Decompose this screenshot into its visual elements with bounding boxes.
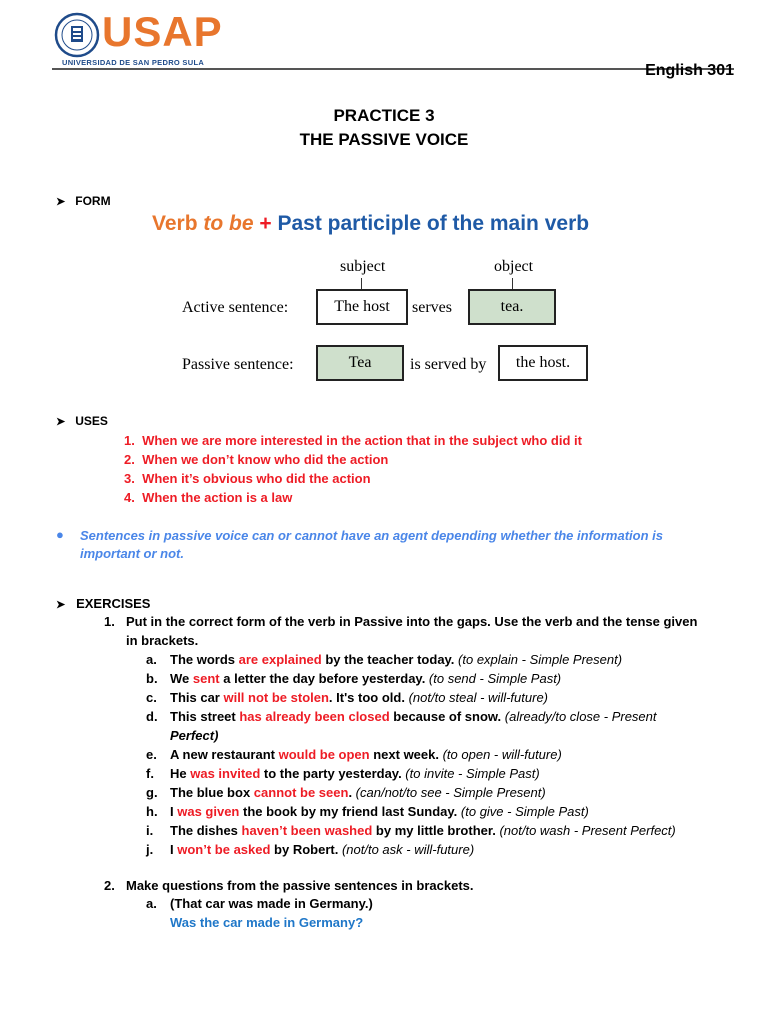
list-item-number: 4.	[124, 490, 135, 505]
item-text: to the party yesterday.	[260, 766, 402, 781]
list-item	[146, 670, 676, 688]
note-line-2: important or not.	[80, 546, 184, 561]
item-letter: f.	[146, 766, 154, 781]
item-letter: h.	[146, 804, 158, 819]
exercise-1-line-1: Put in the correct form of the verb in Passive into the gaps. Use the verb and the tense given	[126, 614, 698, 629]
formula-to-be: to be	[203, 212, 254, 235]
passive-formula	[152, 212, 589, 236]
item-text: by Robert.	[270, 842, 339, 857]
item-answer: has already been closed	[239, 709, 390, 724]
item-text: The words	[170, 652, 239, 667]
list-item	[146, 803, 676, 821]
list-item	[124, 432, 582, 450]
passive-sentence-label: Passive sentence:	[182, 356, 294, 373]
active-sentence-label: Active sentence:	[182, 299, 289, 316]
item-answer: was given	[177, 804, 240, 819]
list-item	[146, 765, 676, 783]
arrow-bullet-icon: ➤	[56, 416, 66, 428]
page-subtitle: THE PASSIVE VOICE	[299, 130, 469, 149]
formula-participle: Past participle of the main verb	[277, 212, 590, 235]
list-item-text: When the action is a law	[142, 490, 293, 505]
passive-subject-box: Tea	[316, 345, 404, 381]
uses-heading-label: USES	[75, 414, 108, 428]
item-text: . It's too old.	[328, 690, 405, 705]
header-rule	[52, 68, 734, 70]
item-answer: haven’t been washed	[241, 823, 373, 838]
exercise-1-line-2: in brackets.	[126, 633, 199, 648]
list-item	[146, 708, 676, 726]
item-text: the book by my friend last Sunday.	[239, 804, 458, 819]
formula-verb: Verb	[152, 212, 204, 235]
active-object-box: tea.	[468, 289, 556, 325]
exercise-2-item-answer: Was the car made in Germany?	[170, 915, 364, 930]
passive-agent-box: the host.	[498, 345, 588, 381]
item-letter: e.	[146, 747, 157, 762]
exercise-1-items	[146, 651, 676, 859]
list-item	[146, 689, 676, 707]
list-item-text: When it’s obvious who did the action	[142, 471, 371, 486]
form-heading-label: FORM	[75, 194, 111, 208]
item-text: He	[170, 766, 191, 781]
item-hint: (can/not/to see - Simple Present)	[352, 785, 546, 800]
object-label: object	[494, 258, 534, 275]
passive-verb: is served by	[410, 356, 487, 373]
exercise-2-item-letter: a.	[146, 896, 157, 911]
item-text: by the teacher today.	[321, 652, 455, 667]
item-letter: i.	[146, 823, 154, 838]
list-item	[124, 489, 582, 507]
item-text: because of snow.	[389, 709, 502, 724]
item-letter: b.	[146, 671, 158, 686]
item-text: next week.	[369, 747, 439, 762]
item-answer: sent	[192, 671, 220, 686]
voice-diagram	[176, 255, 596, 385]
item-text: We	[170, 671, 193, 686]
item-letter: j.	[146, 842, 154, 857]
item-text: This car	[170, 690, 224, 705]
item-answer: was invited	[190, 766, 261, 781]
list-item-number: 3.	[124, 471, 135, 486]
active-verb: serves	[412, 299, 452, 316]
item-text: A new restaurant	[170, 747, 279, 762]
item-text: a letter the day before yesterday.	[219, 671, 426, 686]
item-text: I	[170, 804, 178, 819]
logo-text: USAP	[102, 8, 223, 55]
item-hint: (to open - will-future)	[438, 747, 562, 762]
exercise-2-item-text: (That car was made in Germany.)	[170, 896, 373, 911]
exercise-2-instructions: Make questions from the passive sentences in brackets.	[126, 878, 474, 893]
form-heading	[56, 192, 111, 211]
university-logo	[52, 8, 223, 70]
formula-plus: +	[253, 212, 278, 235]
arrow-bullet-icon: ➤	[56, 196, 66, 208]
course-name: English 301	[645, 62, 734, 79]
item-answer: would be open	[278, 747, 370, 762]
uses-list	[124, 432, 582, 507]
exercises-heading	[56, 595, 150, 614]
item-letter: a.	[146, 652, 157, 667]
item-letter: c.	[146, 690, 157, 705]
list-item-text: When we don’t know who did the action	[142, 452, 389, 467]
exercise-1-number: 1.	[104, 614, 115, 629]
item-hint-continued: Perfect)	[170, 728, 219, 743]
active-subject-box: The host	[316, 289, 408, 325]
note-bullet: ●	[56, 527, 64, 542]
list-item-number: 2.	[124, 452, 135, 467]
item-answer: won’t be asked	[177, 842, 271, 857]
exercises-heading-label: EXERCISES	[76, 596, 151, 611]
uses-heading	[56, 412, 108, 431]
item-text: I	[170, 842, 178, 857]
item-hint: (not/to ask - will-future)	[338, 842, 475, 857]
item-hint: (to invite - Simple Past)	[401, 766, 540, 781]
list-item	[146, 746, 676, 764]
list-item	[124, 470, 582, 488]
arrow-bullet-icon: ➤	[56, 599, 66, 611]
item-text: This street	[170, 709, 240, 724]
exercise-1-instructions	[126, 613, 697, 650]
item-hint: (to give - Simple Past)	[457, 804, 589, 819]
item-hint: (to explain - Simple Present)	[454, 652, 623, 667]
list-item	[146, 651, 676, 669]
item-answer: are explained	[238, 652, 322, 667]
page-title: PRACTICE 3	[333, 106, 435, 125]
list-item	[146, 841, 676, 859]
item-hint: (already/to close - Present	[501, 709, 657, 724]
university-seal-icon	[54, 12, 100, 58]
list-item	[124, 451, 582, 469]
item-letter: g.	[146, 785, 158, 800]
subject-label: subject	[340, 258, 386, 275]
item-letter: d.	[146, 709, 158, 724]
item-answer: cannot be seen	[253, 785, 349, 800]
item-text: by my little brother.	[372, 823, 496, 838]
logo-subtitle: UNIVERSIDAD DE SAN PEDRO SULA	[62, 58, 205, 67]
list-item-number: 1.	[124, 433, 135, 448]
item-answer: will not be stolen	[223, 690, 329, 705]
item-hint: (not/to wash - Present Perfect)	[495, 823, 676, 838]
list-item	[146, 822, 676, 840]
item-hint: (to send - Simple Past)	[425, 671, 562, 686]
item-hint: (not/to steal - will-future)	[404, 690, 548, 705]
passive-note	[80, 527, 663, 563]
item-text: The dishes	[170, 823, 242, 838]
exercise-2-number: 2.	[104, 878, 115, 893]
note-line-1: Sentences in passive voice can or cannot have an agent depending whether the information is	[80, 528, 663, 543]
list-item-text: When we are more interested in the action that in the subject who did it	[142, 433, 582, 448]
item-text: The blue box	[170, 785, 254, 800]
list-item	[146, 784, 676, 802]
item-text: .	[348, 785, 353, 800]
